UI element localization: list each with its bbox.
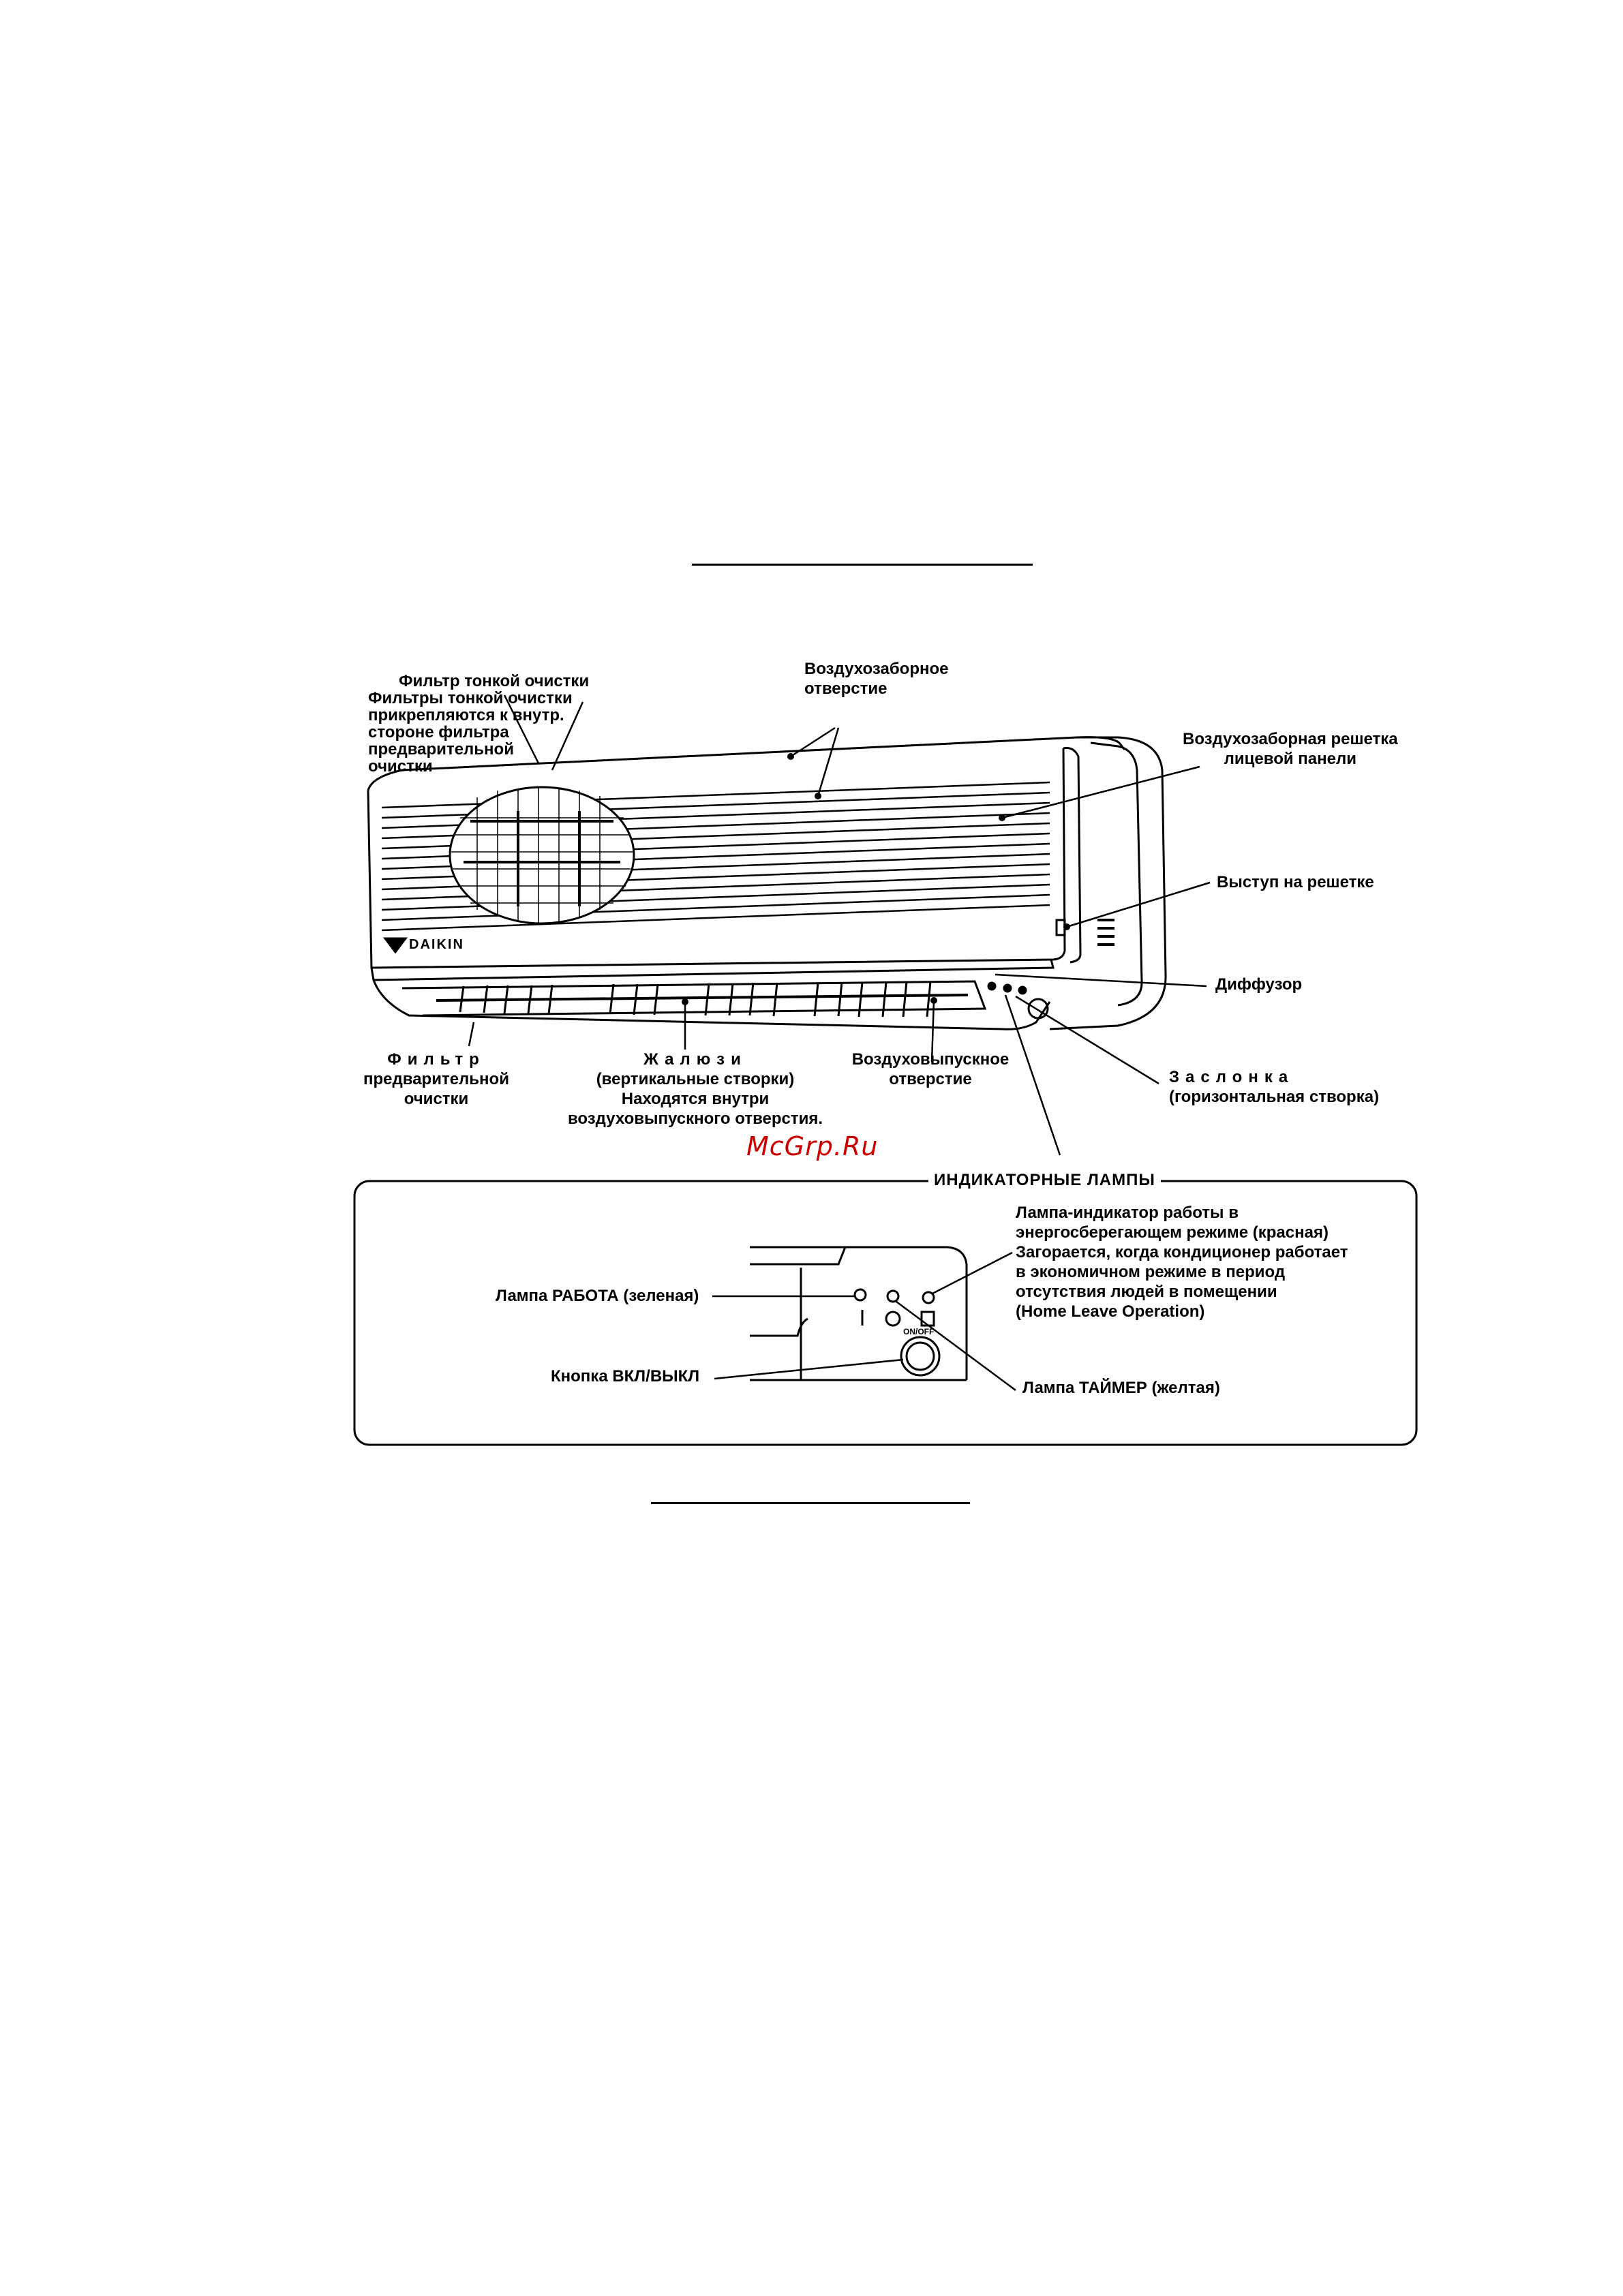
- label-fine-filter: Фильтр тонкой очистки: [399, 672, 590, 690]
- panel-detail-top: [750, 1247, 967, 1264]
- label-fine-filter-note: Фильтры тонкой очистки прикрепляются к внутр. стороне фильтра предварительной очистки: [368, 689, 573, 776]
- label-home-leave-lamp: Лампа-индикатор работы в энергосберегающем режиме (красная) Загорается, когда кондиционер работает в экономичном режиме в период отсутствия людей в помещении (Home Leave Operation): [1016, 1204, 1348, 1321]
- panel-home-symbol: [922, 1312, 934, 1326]
- label-intake-grille: Воздухозаборная решетка лицевой панели: [1183, 730, 1398, 768]
- unit-lamp-3: [1019, 987, 1026, 994]
- label-flap: Заслонка (горизонтальная створка): [1169, 1068, 1380, 1106]
- watermark: McGrp.Ru: [746, 1131, 879, 1161]
- label-timer-lamp: Лампа ТАЙМЕР (желтая): [1022, 1379, 1220, 1397]
- panel-detail-mid: [750, 1319, 808, 1336]
- label-diffuser: Диффузор: [1215, 975, 1303, 994]
- panel-operation-lamp: [855, 1289, 866, 1300]
- panel-timer-lamp: [888, 1291, 898, 1302]
- label-louvers: Жалюзи (вертикальные створки) Находятся внутри воздуховыпускного отверстия.: [567, 1050, 823, 1128]
- unit-right-side: [1050, 737, 1166, 1029]
- side-vents: [1097, 920, 1114, 945]
- panel-detail-top2: [750, 1247, 845, 1264]
- panel-timer-symbol: [886, 1312, 900, 1326]
- unit-lamp-1: [988, 983, 995, 990]
- label-air-intake: Воздухозаборное отверстие: [804, 660, 949, 698]
- label-on-off-button: Кнопка ВКЛ/ВЫКЛ: [551, 1367, 700, 1386]
- logo-triangle: [385, 938, 406, 952]
- label-grille-tab: Выступ на решетке: [1217, 873, 1374, 891]
- leader-dots: [682, 753, 1070, 1005]
- louver-bar: [436, 995, 968, 1000]
- label-air-outlet: Воздуховыпускное отверстие: [851, 1050, 1010, 1088]
- panel-button-text: ON/OFF: [903, 1327, 935, 1336]
- brand-logo: DAIKIN: [409, 937, 464, 952]
- panel-home-leave-lamp: [923, 1292, 934, 1303]
- label-operation-lamp: Лампа РАБОТА (зеленая): [496, 1287, 699, 1305]
- unit-lamp-2: [1004, 985, 1011, 992]
- unit-right-side-inner: [1091, 743, 1142, 1005]
- indicator-lamps-title: ИНДИКАТОРНЫЕ ЛАМПЫ: [928, 1171, 1161, 1190]
- panel-on-off-button-inner: [907, 1343, 934, 1370]
- lamp-leaders: [712, 1253, 1016, 1390]
- label-prefilter: Фильтр предварительной очистки: [363, 1050, 509, 1108]
